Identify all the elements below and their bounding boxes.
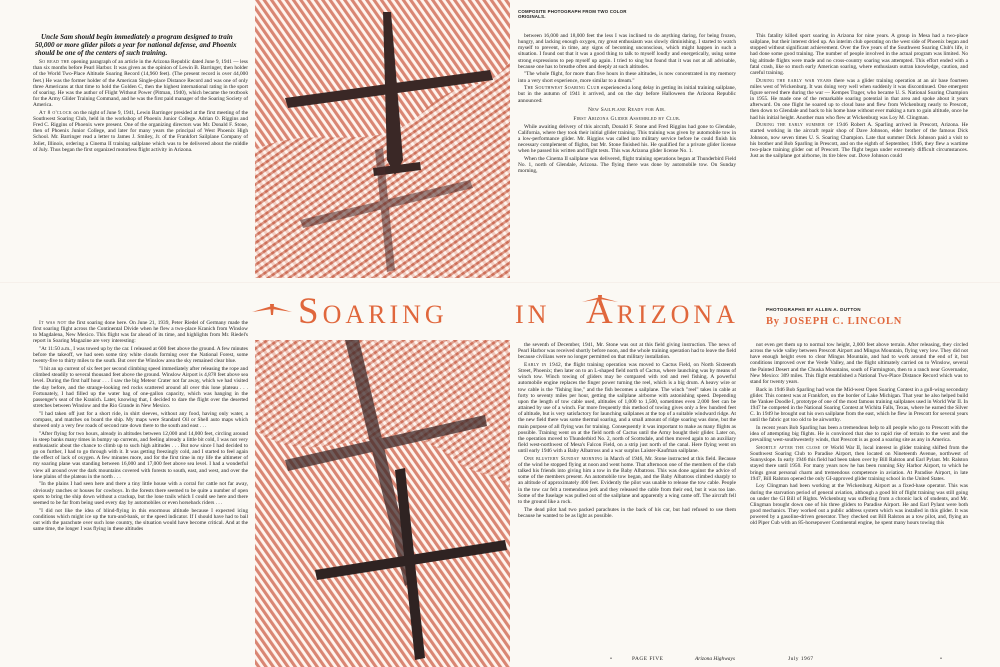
- paragraph-text: Back in 1946 Bob Sparling had won the Mid-west Open Soaring Contest in a gull-wing secondary glider. This contest was at Frankfort, on the border of Lake Michigan. That year he also helped build the Yankee Doodle I, prototype of one of the most famous training sailplanes used in World War II. In 1947 he competed in the National Soaring Contest at Wichita Falls, Texas, where he earned the Silver C. In 1949 he brought out his own sailplane from the east, which he flew in Prescott for several years until the fabric got too old to be airworthy.: [750, 386, 968, 424]
- paragraph-lead-in: It was not: [39, 320, 67, 326]
- column-1-top: [33, 33, 248, 228]
- article-paragraph: [33, 110, 248, 153]
- article-paragraph: [518, 33, 736, 70]
- paragraph-group: [518, 124, 736, 175]
- photo-credit: PHOTOGRAPHS BY ALLEN A. DUTTON: [766, 307, 861, 312]
- article-paragraph: [33, 411, 248, 429]
- paragraph-text: between 16,000 and 18,000 feet the less I was inclined to do anything daring, for being frozen, hungry, and lacking enough oxygen, my great enthusiasm was slowly diminishing. I started to watch myself to prevent, in time, any signs of becoming unconscious, which might happen in such a situation. I found out that it was a good thing to talk to myself loudly and energetically, using some strong expressions to pep myself up again. I tried to sing but found that it was not at all advisable, because one has to breathe often and deeply at such altitudes.: [518, 33, 736, 70]
- article-paragraph: [518, 362, 736, 454]
- footer-date: July 1967: [788, 656, 814, 662]
- article-paragraph: [33, 508, 248, 533]
- paragraph-text: "At 11:50 a.m., I was towed up by the car. I released at 600 feet above the ground. A few minutes before the takeoff, we had seen some tiny white clouds forming over the National Forest, some twenty-five to thirty miles to the south. But over the Winslow area the sky remained clear blue.: [33, 346, 248, 365]
- paragraph-text: "I had taken off just for a short ride, in shirt sleeves, without any food, having only water, a compass, and matches on board the ship. My maps were Standard Oil or Shell auto maps which showed only a very few roads of second rate down there to the south and east . . .: [33, 410, 248, 429]
- footer-page-number: PAGE FIVE: [632, 656, 664, 662]
- paragraph-text: "The whole flight, for more than five hours in these altitudes, is now concentrated in my memory into a very short experience, more similar to a dream.": [518, 71, 736, 84]
- paragraph-lead-in: One blustery Sunday morning: [524, 455, 603, 462]
- article-paragraph: [750, 342, 968, 385]
- article-paragraph: [33, 366, 248, 409]
- footer-magazine-name: Arizona Highways: [695, 656, 735, 662]
- paragraph-text: "After flying for two hours, already in altitudes between 12,000 and 14,000 feet, circling around in steep banks many times in bumpy up currents, and feeling already a little bit cold, I was not very enthusiastic about the chance to climb up to such high altitudes . . . But now since I had decided to go on further, I had to go through with it. It was getting freezingly cold, and I started to feel again the effect of lack of oxygen. A few minutes more, and for the first time in my life the altimeter of my soaring plane was standing between 16,000 and 17,000 feet above sea level. I had a wonderful view all around over the dark mountains covered with forests to south, east, and west, and over the lone plains of the plateau in the north . . .: [33, 430, 248, 480]
- article-paragraph: [33, 59, 248, 108]
- paragraph-group: [33, 59, 248, 153]
- article-paragraph: [518, 85, 736, 103]
- paragraph-text: When the Cinema II sailplane was delivered, flight training operations began at Thunderbird Field No. 1, north of Glendale, Arizona. The flying there was done by automobile tow. On Sunday morning,: [518, 155, 736, 175]
- paragraph-text: Loy Clingman had been working at the Wickenburg Airport as a fixed-base operator. This was during the starvation period of general aviation, although a good bit of flight training was still going on under the GI Bill of Rights. Wickenburg was suffering from a chronic lack of students, and Mr. Clingman brought down one of his three gliders to Paradise Airport. He and Earl Pylant were both good mechanics. They worked out a public address system which was installed in this glider. It was powered by a gasoline-driven generator. They checked out Bill Ralston as a tow pilot, and, flying an old Piper Cub with an 85-horsepower Continental engine, he spent many hours towing this: [750, 483, 968, 527]
- paragraph-group: [33, 320, 248, 532]
- article-paragraph: [518, 342, 736, 360]
- paragraph-text: the seventh of December, 1941, Mr. Stone was out at this field giving instruction. The news of Pearl Harbor was received shortly before noon, and the whole training operation had to leave the field because civilians were no longer permitted on that military installation.: [518, 342, 736, 361]
- paragraph-group: [750, 342, 968, 527]
- paragraph-text: The dead pilot had two packed parachutes in the back of his car, but had refused to use them because he wanted to be as light as possible.: [518, 506, 736, 519]
- small-glider-icon: [252, 304, 292, 315]
- paragraph-text: "I did not like the idea of blind-flying in this enormous altitude because I expected icing conditions which might ice up the turn-and-bank, or the speed indicator. If I should have had to bail out with the parachute over such lone country, the situation would have become critical. And at the same time, the longer I was flying in these altitudes: [33, 507, 248, 532]
- column-4-bottom: [750, 342, 968, 654]
- article-paragraph: [750, 425, 968, 443]
- article-paragraph: [750, 445, 968, 482]
- paragraph-text: "I hit an up current of six feet per second climbing speed immediately after releasing the rope and climbed steadily to several thousand feet above the ground. Winslow Airport is 4,878 feet above sea level. During the first half hour . . . I saw the big Meteor Crater not far away, which we had visited the day before, and the strange-looking red rocks scattered around all over this lone plateau . . . Fortunately, I had filled up the water bag of one-gallon capacity, which was hanging in the passenger's seat of the Kranich. Later, knowing that, I decided to dare the flight over the deserted stretches between Winslow and the Rio Grande in New Mexico.: [33, 366, 248, 410]
- glider-photo-image: [255, 340, 510, 667]
- article-paragraph: [518, 156, 736, 174]
- article-paragraph: [518, 456, 736, 505]
- article-paragraph: [750, 387, 968, 424]
- glider-photo-top: [255, 0, 510, 278]
- paragraph-group: [518, 33, 736, 104]
- photo-credit-top: COMPOSITE PHOTOGRAPH FROM TWO COLOR ORIGINALS.: [518, 9, 627, 19]
- paragraph-text: experienced a long delay in getting its initial training sailplane, but in the autumn of 1941 it arrived, and on the day before Halloween the Arizona Republic announced:: [518, 85, 736, 104]
- glider-photo-bottom: [255, 340, 510, 667]
- article-paragraph: [750, 483, 968, 526]
- article-paragraph: [33, 346, 248, 364]
- paragraph-lead-in: Shortly after the close of: [756, 445, 829, 451]
- article-paragraph: [750, 122, 968, 159]
- paragraph-lead-in: At 8 o'clock: [39, 109, 72, 116]
- paragraph-text: , the flight training operation was moved to Cactus Field, on North Sixteenth Street, Phoenix; then later on to an L-shaped field north of Cactus, where launching was by means of winch tow. Winch towing of gliders may be compared with rod and reel fishing. A powerful automobile engine replaces the finger power turning the reel, which is a big drum. A heavy wire or tow cable is the "fishing line," and the fish becomes a sailplane. The winch "reel" takes in cable at forty to seventy miles per hour, getting the sailplane airborne with astonishing speed. Depending upon the length of tow cable used, altitudes of 1,000 to 1,500, sometimes even 2,000 feet can be attained by use of a winch. Far more frequently this method of towing gives only a few hundred feet of altitude, but is very satisfactory for launching sailplanes at the top of a suitable windward ridge. At the new field there was some thermal soaring, and a small amount of ridge soaring was done, but the main purpose of all flying was for training. Consequently it was important to make as many flights as possible. Training went on at the field north of Cactus until the Army bought their glider. Later on, the operation moved to Thunderbird No. 2, north of Scottsdale, and then moved again to an auxiliary field west-northwest of Mesa's Falcon Field, on a strip just north of the canal. Here flying went on until early 1946 with a Baby Albatross and a war surplus Laister-Kaufman sailplane.: [518, 361, 736, 455]
- paragraph-text: This fatality killed sport soaring in Arizona for nine years. A group in Mesa had a two-place sailplane, but their interest dried up. An interim club operating on the west side of Phoenix began and stopped without significant achievement. Over the five years of the Southwest Soaring Club's life, it had done some good training. The number of people involved in the actual program was limited. No big altitude flights were made and no cross-country soaring was attempted. This effort ended with a fatal crash, like so much early American soaring, where enthusiasm outran knowledge, caution, and careful training.: [750, 33, 968, 76]
- paragraph-lead-in: The Southwest Soaring Club: [524, 85, 600, 92]
- title-arizona: Arizona: [586, 291, 739, 332]
- footer-bullet: •: [940, 656, 942, 662]
- column-3-bottom: [518, 342, 736, 654]
- paragraph-text: on the night of June 9, 1941, Lewin Barringer presided at the first meeting of the Southwest Soaring Club, held in the workshop of Phoenix Junior College. Adrian O. Riggins and Fred C. Riggins of Phoenix were present. One of the organizing directors was Mr. Donald F. Stone, then of Phoenix Junior College, and later for many years the principal of West Phoenix High School. Mr. Barringer read a letter to James J. Smiley, Jr. of the Frankfort Sailplane Company of Joliet, Illinois, ordering a Cinema II training sailplane which was to be delivered about the middle of July. Thus began the first organized motorless flight activity in Arizona.: [33, 109, 248, 153]
- paragraph-lead-in: During the early war years: [756, 77, 832, 84]
- paragraph-lead-in: Early in 1942: [524, 361, 562, 368]
- newspaper-headline-2: First Arizona Glider Assembled by Club.: [573, 115, 681, 122]
- paragraph-text: In recent years Bob Sparling has been a tremendous help to all people who go to Prescott with the idea of attempting big flights. He is convinced that due to rapid rise of terrain to the west and the prevailing west-southwesterly winds, that Prescott is as good a soaring site as any in America.: [750, 425, 968, 444]
- article-paragraph: [518, 71, 736, 83]
- paragraph-text: in March of 1946, Mr. Stone instructed at this field. Because of the wind he stopped flying at noon and went home. That afternoon one of the members of the club talked his friends into giving him a tow in the Baby Albatross. This was done against the advice of some of the members present. An automobile tow began, and the Baby Albatross climbed sharply to an altitude of approximately 400 feet. Evidently the pilot was unable to release the tow cable. People in the tow car felt a tremendous jerk and they released the cable from their end, but it was too late. Some of the fuselage was pulled out of the sailplane and apparently a wing came off. The aircraft fell to the ground like a rock.: [518, 455, 736, 505]
- title-in: in: [515, 291, 551, 332]
- paragraph-text: there was a glider training operation at an air base fourteen miles west of Wickenburg. It was doing very well when suddenly it was discontinued. One emergent figure served there during the war — Kempes Trager, who became U. S. National Soaring Champion in 1955. He made one of the remarkable soaring potential in that area and spoke about it years afterward. On one flight he soared up to cloud base and flew from Wickenburg nearly to Prescott, then down to Glendale and back to his home base without ever making a turn to gain altitude, once he had his initial height. Another man who flew at Wickenburg was Loy M. Clingman.: [750, 77, 968, 121]
- glider-photo-image: [255, 0, 510, 278]
- footer-bullet: •: [610, 656, 612, 662]
- article-paragraph: [33, 431, 248, 480]
- paragraph-text: Robert A. Sparling arrived in Prescott, Arizona. He started working in the aircraft repair shop of Dave Johnson, elder brother of the famous Dick Johnson, now seven times U. S. Soaring Champion. Late that summer Dick Johnson paid a visit to his brother and Bob Sparling in Prescott, and on the eighth of September, 1946, they flew a wartime two-place training glider out of Prescott. The flight began under extremely difficult circumstances. Just as the sailplane got airborne, its tire blew out. Dove Johnson could: [750, 122, 968, 159]
- paragraph-text: "In the plains I had seen here and there a tiny little house with a corral for cattle not far away, obviously ranches or houses for cowboys. In the forests there seemed to be quite a number of open spots to bring the ship down without a crackup, but the lone trails which I could see here and there seemed to be far from being used every day by automobiles or even horseback riders . . .: [33, 481, 248, 506]
- paragraph-text: the first soaring done here. On June 21, 1939, Peter Riedel of Germany made the first soaring flight across the Continental Divide when he flew a two-place Kranich from Winslow to Magdalena, New Mexico. This flight was far ahead of its time, and highlights from Mr. Riedel's report in Soaring Magazine are very interesting:: [33, 320, 248, 345]
- column-4-top: [750, 33, 968, 270]
- article-paragraph: [518, 124, 736, 155]
- paragraph-text: opening paragraph of an article in the Arizona Republic dated June 9, 1941 — less than six months before Pearl Harbor. It was given as the opinion of Lewin B. Barringer, then holder of the World Two-Place Altitude Soaring Record (14,960 feet). (The present record is over 44,000 feet.) He was the former holder of the American Single-place Distance Record and was one of only three Americans at that time to hold the Golden C, then the highest international rating in the sport of soaring. He was the author of Flight Without Power (Pitman, 1940), which became the textbook for the Army Glider Training Command, and he was the first paid manager of the Soaring Society of America.: [33, 59, 248, 109]
- article-paragraph: [750, 33, 968, 76]
- paragraph-text: not even get them up to normal tow height, 2,000 feet above terrain. After releasing, they circled across the wide valley between Prescott Airport and Mingus Mountain, flying very low. They did not have enough height even to clear Mingus Mountain, and had to work around the end of it, but conditions improved over the Verde Valley, and the flight ultimately carried on to Winslow, several the Painted Desert and the Chuska Mountains, south of Farmington, then to a ranch near Governador, New Mexico: 309 miles. This flight established a National Two-Place Distance Record which was to stand for twenty years.: [750, 342, 968, 385]
- paragraph-group: [518, 342, 736, 519]
- paragraph-text: While awaiting delivery of this aircraft, Donald F. Stone and Fred Riggins had gone to Glendale, California, where they took their initial glider training. This training was given by automobile tow in a low-performance glider. Mr. Riggins was called into military service before he could finish his necessary complement of flights, but Mr. Stone finished his. He qualified for a private glider license when he passed his written and flight tests. This was Arizona glider license No. 1.: [518, 123, 736, 155]
- title-soaring: Soaring: [298, 291, 448, 332]
- newspaper-headline-1: New Sailplane Ready for Air.: [588, 106, 666, 113]
- article-paragraph: [750, 78, 968, 121]
- paragraph-group: [750, 33, 968, 159]
- paragraph-lead-in: So read the: [39, 59, 70, 66]
- paragraph-text: World War II, local interest in glider training shifted from the Southwest Soaring Club to Paradise Airport, then located on Nineteenth Avenue, northwest of Sunnyslope. In early 1946 this field had been taken over by Bill Ralston and Earl Pylant. Mr. Ralston stayed there until 1950. For many years now he has been running Sky Harbor Airport, to which he brings great personal charm and tremendous competence in aviation. At Paradise Airport, in late 1947, Bill Ralston opened the only GI-approved glider training school in the United States.: [750, 445, 968, 482]
- column-1-bottom: [33, 320, 248, 654]
- article-intro: Uncle Sam should begin immediately a program designed to train 50,000 or more glider pilots a year for national defense, and Phoenix should be one of the centers of such training.: [35, 33, 237, 58]
- article-paragraph: [518, 507, 736, 519]
- byline: By JOSEPH C. LINCOLN: [766, 316, 903, 327]
- paragraph-lead-in: During the early summer of 1946: [756, 122, 849, 129]
- article-paragraph: [33, 481, 248, 506]
- column-3-top: [518, 33, 736, 270]
